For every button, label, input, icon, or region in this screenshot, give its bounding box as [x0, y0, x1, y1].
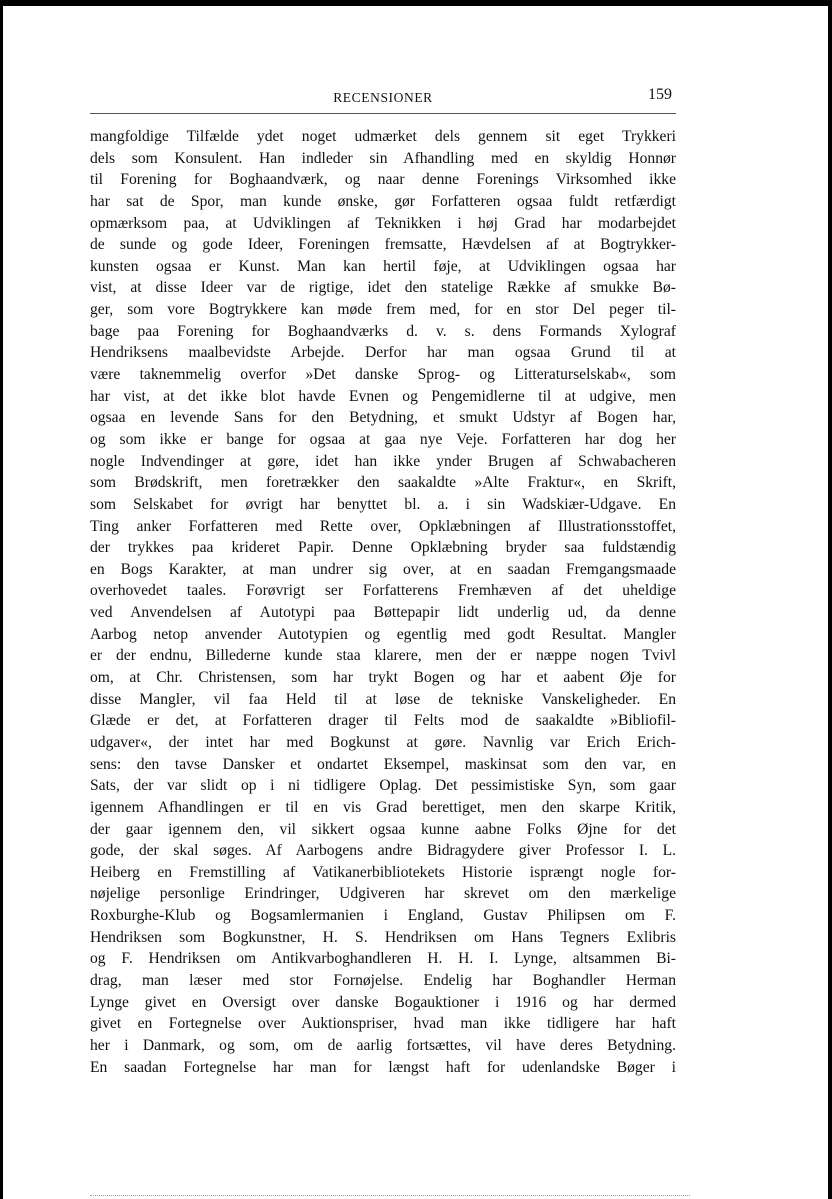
- text-line: og som ikke er bange for ogsaa at gaa nye Veje. Forfatteren har dog her: [90, 430, 676, 448]
- text-line: som Selskabet for øvrigt har benyttet bl. a. i sin Wadskiær-Udgave. En: [90, 495, 676, 513]
- text-line: nogle Indvendinger at gøre, idet han ikke ynder Brugen af Schwabacheren: [90, 452, 676, 470]
- text-line: En saadan Fortegnelse har man for længst haft for udenlandske Bøger i: [90, 1058, 676, 1076]
- text-line: bage paa Forening for Boghaandværks d. v. s. dens Formands Xylograf: [90, 322, 676, 340]
- text-line: Ting anker Forfatteren med Rette over, Opklæbningen af Illustrationsstoffet,: [90, 517, 676, 535]
- running-title: RECENSIONER: [333, 90, 433, 105]
- text-line: Sats, der var slidt op i ni tidligere Oplag. Det pessimistiske Syn, som gaar: [90, 777, 676, 795]
- text-line: givet en Fortegnelse over Auktionspriser, hvad man ikke tidligere har haft: [90, 1015, 676, 1033]
- text-line: og F. Hendriksen om Antikvarboghandleren H. H. I. Lynge, altsammen Bi-: [90, 950, 676, 968]
- text-line: sens: den tavse Dansker et ondartet Eksempel, maskinsat som den var, en: [90, 755, 676, 773]
- text-line: Lynge givet en Oversigt over danske Bogauktioner i 1916 og har dermed: [90, 993, 676, 1011]
- text-line: er der endnu, Billederne kunde staa klarere, men der er næppe nogen Tvivl: [90, 647, 676, 665]
- page-header: [90, 86, 676, 114]
- text-line: drag, man læser med stor Fornøjelse. Endelig har Boghandler Herman: [90, 971, 676, 989]
- text-line: om, at Chr. Christensen, som har trykt Bogen og har et aabent Øje for: [90, 669, 676, 687]
- body-text: [90, 126, 676, 1078]
- text-line: Hendriksens maalbevidste Arbejde. Derfor har man ogsaa Grund til at: [90, 344, 676, 362]
- header-rule: [90, 113, 676, 114]
- scan-bottom-edge: [90, 1195, 690, 1196]
- text-line: til Forening for Boghaandværk, og naar denne Forenings Virksomhed ikke: [90, 171, 676, 189]
- text-line: Heiberg en Fremstilling af Vatikanerbibliotekets Historie isprængt nogle for-: [90, 863, 676, 881]
- text-line: udgaver«, der intet har med Bogkunst at gøre. Navnlig var Erich Erich-: [90, 733, 676, 751]
- text-line: mangfoldige Tilfælde ydet noget udmærket dels gennem sit eget Trykkeri: [90, 128, 676, 145]
- text-line: Aarbog netop anvender Autotypien og egentlig med godt Resultat. Mangler: [90, 625, 676, 643]
- text-line: her i Danmark, og som, om de aarlig fortsættes, vil have deres Betydning.: [90, 1036, 676, 1054]
- text-line: være taknemmelig overfor »Det danske Sprog- og Litteraturselskab«, som: [90, 366, 676, 384]
- text-line: som Brødskrift, men foretrækker den saakaldte »Alte Fraktur«, en Skrift,: [90, 474, 676, 492]
- text-line: har sat de Spor, man kunde ønske, gør Forfatteren ogsaa fuldt retfærdigt: [90, 192, 676, 210]
- text-line: gode, der skal søges. Af Aarbogens andre Bidragydere giver Professor I. L.: [90, 842, 676, 860]
- text-line: har vist, at det ikke blot havde Evnen og Pengemidlerne til at udgive, men: [90, 387, 676, 405]
- text-line: nøjelige personlige Erindringer, Udgiveren har skrevet om den mærkelige: [90, 885, 676, 903]
- scan-border-left: [0, 0, 3, 1199]
- text-line: dels som Konsulent. Han indleder sin Afhandling med en skyldig Honnør: [90, 149, 676, 167]
- text-line: igennem Afhandlingen er til en vis Grad berettiget, men den skarpe Kritik,: [90, 798, 676, 816]
- text-line: de sunde og gode Ideer, Foreningen fremsatte, Hævdelsen af at Bogtrykker-: [90, 236, 676, 254]
- text-line: kunsten ogsaa er Kunst. Man kan hertil føje, at Udviklingen ogsaa har: [90, 257, 676, 275]
- text-line: Roxburghe-Klub og Bogsamlermanien i England, Gustav Philipsen om F.: [90, 907, 676, 925]
- text-line: opmærksom paa, at Udviklingen af Teknikken i høj Grad har modarbejdet: [90, 214, 676, 232]
- text-line: ved Anvendelsen af Autotypi paa Bøttepapir lidt underlig ud, da denne: [90, 604, 676, 622]
- text-line: disse Mangler, vil faa Held til at løse de tekniske Vanskeligheder. En: [90, 690, 676, 708]
- text-line: der gaar igennem den, vil sikkert ogsaa kunne aabne Folks Øjne for det: [90, 820, 676, 838]
- text-line: der trykkes paa krideret Papir. Denne Opklæbning bryder saa fuldstændig: [90, 539, 676, 557]
- scan-border-right: [828, 0, 832, 1199]
- text-line: overhovedet taales. Forøvrigt ser Forfatterens Fremhæven af det uheldige: [90, 582, 676, 600]
- page-number: 159: [648, 86, 672, 103]
- scan-border-top: [0, 0, 832, 6]
- text-line: Hendriksen som Bogkunstner, H. S. Hendriksen om Hans Tegners Exlibris: [90, 928, 676, 946]
- text-line: ger, som vore Bogtrykkere kan møde frem med, for en stor Del peger til-: [90, 301, 676, 319]
- text-line: vist, at disse Ideer var de rigtige, idet den statelige Række af smukke Bø-: [90, 279, 676, 297]
- text-line: en Bogs Karakter, at man undrer sig over, at en saadan Fremgangsmaade: [90, 560, 676, 578]
- text-line: Glæde er det, at Forfatteren drager til Felts mod de saakaldte »Bibliofil-: [90, 712, 676, 730]
- text-line: ogsaa en levende Sans for den Betydning, et smukt Udstyr af Bogen har,: [90, 409, 676, 427]
